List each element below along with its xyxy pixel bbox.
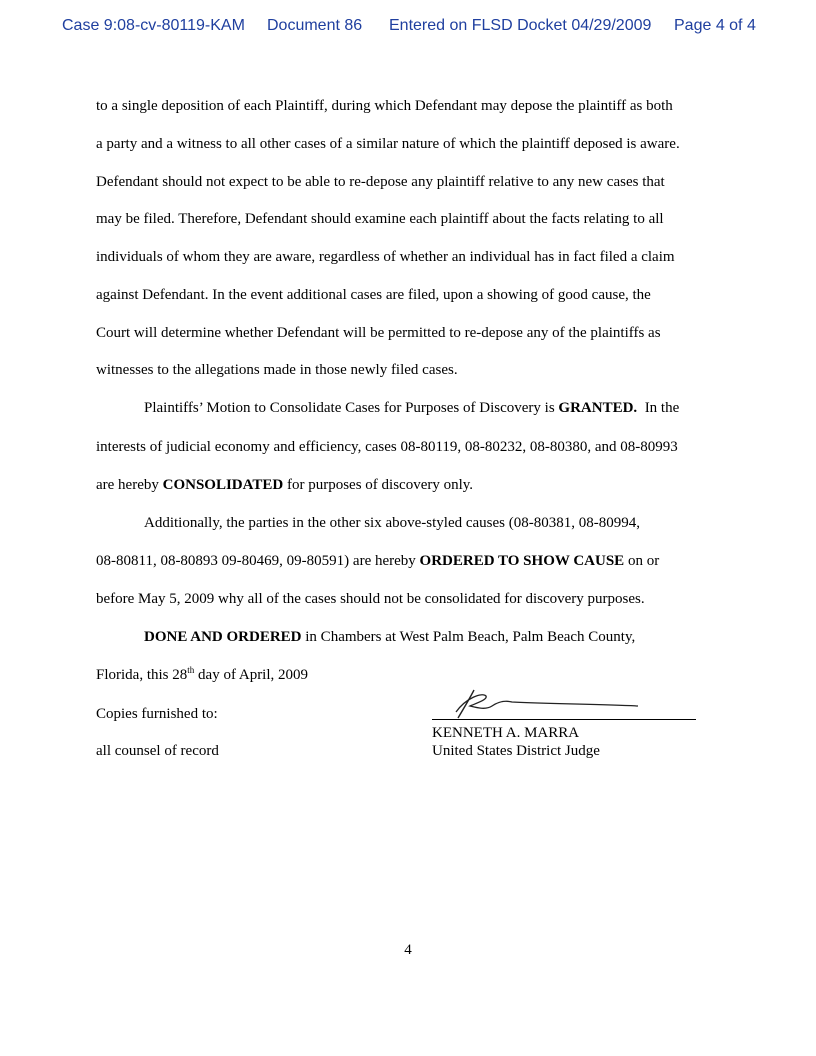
body-text: 08-80811, 08-80893 09-80469, 09-80591) are hereby	[96, 553, 420, 569]
header-page-count: Page 4 of 4	[674, 17, 756, 34]
judge-name: KENNETH A. MARRA	[432, 725, 580, 741]
body-line	[144, 628, 635, 646]
body-text: Plaintiffs’ Motion to Consolidate Cases for Purposes of Discovery is	[144, 400, 559, 416]
body-text: Florida, this 28	[96, 667, 188, 683]
judge-title: United States District Judge	[432, 743, 600, 759]
body-line: to a single deposition of each Plaintiff, during which Defendant may depose the plaintiff as both	[96, 98, 673, 114]
body-line: Defendant should not expect to be able to re-depose any plaintiff relative to any new cases that	[96, 174, 665, 190]
body-text: are hereby	[96, 477, 163, 493]
body-text: day of April, 2009	[194, 667, 309, 683]
body-text-bold: CONSOLIDATED	[162, 477, 284, 493]
body-line: a party and a witness to all other cases of a similar nature of which the plaintiff deposed is aware.	[96, 136, 680, 152]
body-text: in Chambers at West Palm Beach, Palm Beach County,	[301, 629, 636, 645]
body-line	[144, 399, 679, 417]
body-line	[96, 552, 659, 570]
docket-header	[62, 17, 762, 39]
body-text: for purposes of discovery only.	[283, 477, 474, 493]
body-text-bold: ORDERED TO SHOW CAUSE	[419, 553, 625, 569]
header-case-number: Case 9:08-cv-80119-KAM	[62, 17, 245, 34]
signature-line	[432, 719, 696, 720]
body-line: interests of judicial economy and efficiency, cases 08-80119, 08-80232, 08-80380, and 08-80993	[96, 439, 678, 455]
body-line: individuals of whom they are aware, regardless of whether an individual has in fact filed a claim	[96, 249, 675, 265]
body-text: on or	[624, 553, 660, 569]
body-text-bold: GRANTED.	[558, 400, 638, 416]
page-number: 4	[404, 942, 412, 958]
body-line: witnesses to the allegations made in those newly filed cases.	[96, 362, 458, 378]
copies-recipients: all counsel of record	[96, 743, 219, 759]
body-line	[96, 666, 308, 684]
header-entered-date: Entered on FLSD Docket 04/29/2009	[389, 17, 652, 34]
header-document-number: Document 86	[267, 17, 363, 34]
body-line: against Defendant. In the event additional cases are filed, upon a showing of good cause, the	[96, 287, 651, 303]
body-line	[96, 476, 473, 494]
body-text-bold: DONE AND ORDERED	[144, 629, 302, 645]
ordinal-suffix: th	[187, 665, 195, 675]
judge-signature	[452, 688, 642, 720]
body-line: Court will determine whether Defendant will be permitted to re-depose any of the plaintiffs as	[96, 325, 661, 341]
copies-furnished-label: Copies furnished to:	[96, 706, 218, 722]
body-line: before May 5, 2009 why all of the cases should not be consolidated for discovery purposes.	[96, 591, 645, 607]
body-line: may be filed. Therefore, Defendant should examine each plaintiff about the facts relating to all	[96, 211, 664, 227]
body-text: In the	[637, 400, 680, 416]
body-line: Additionally, the parties in the other six above-styled causes (08-80381, 08-80994,	[144, 515, 641, 531]
